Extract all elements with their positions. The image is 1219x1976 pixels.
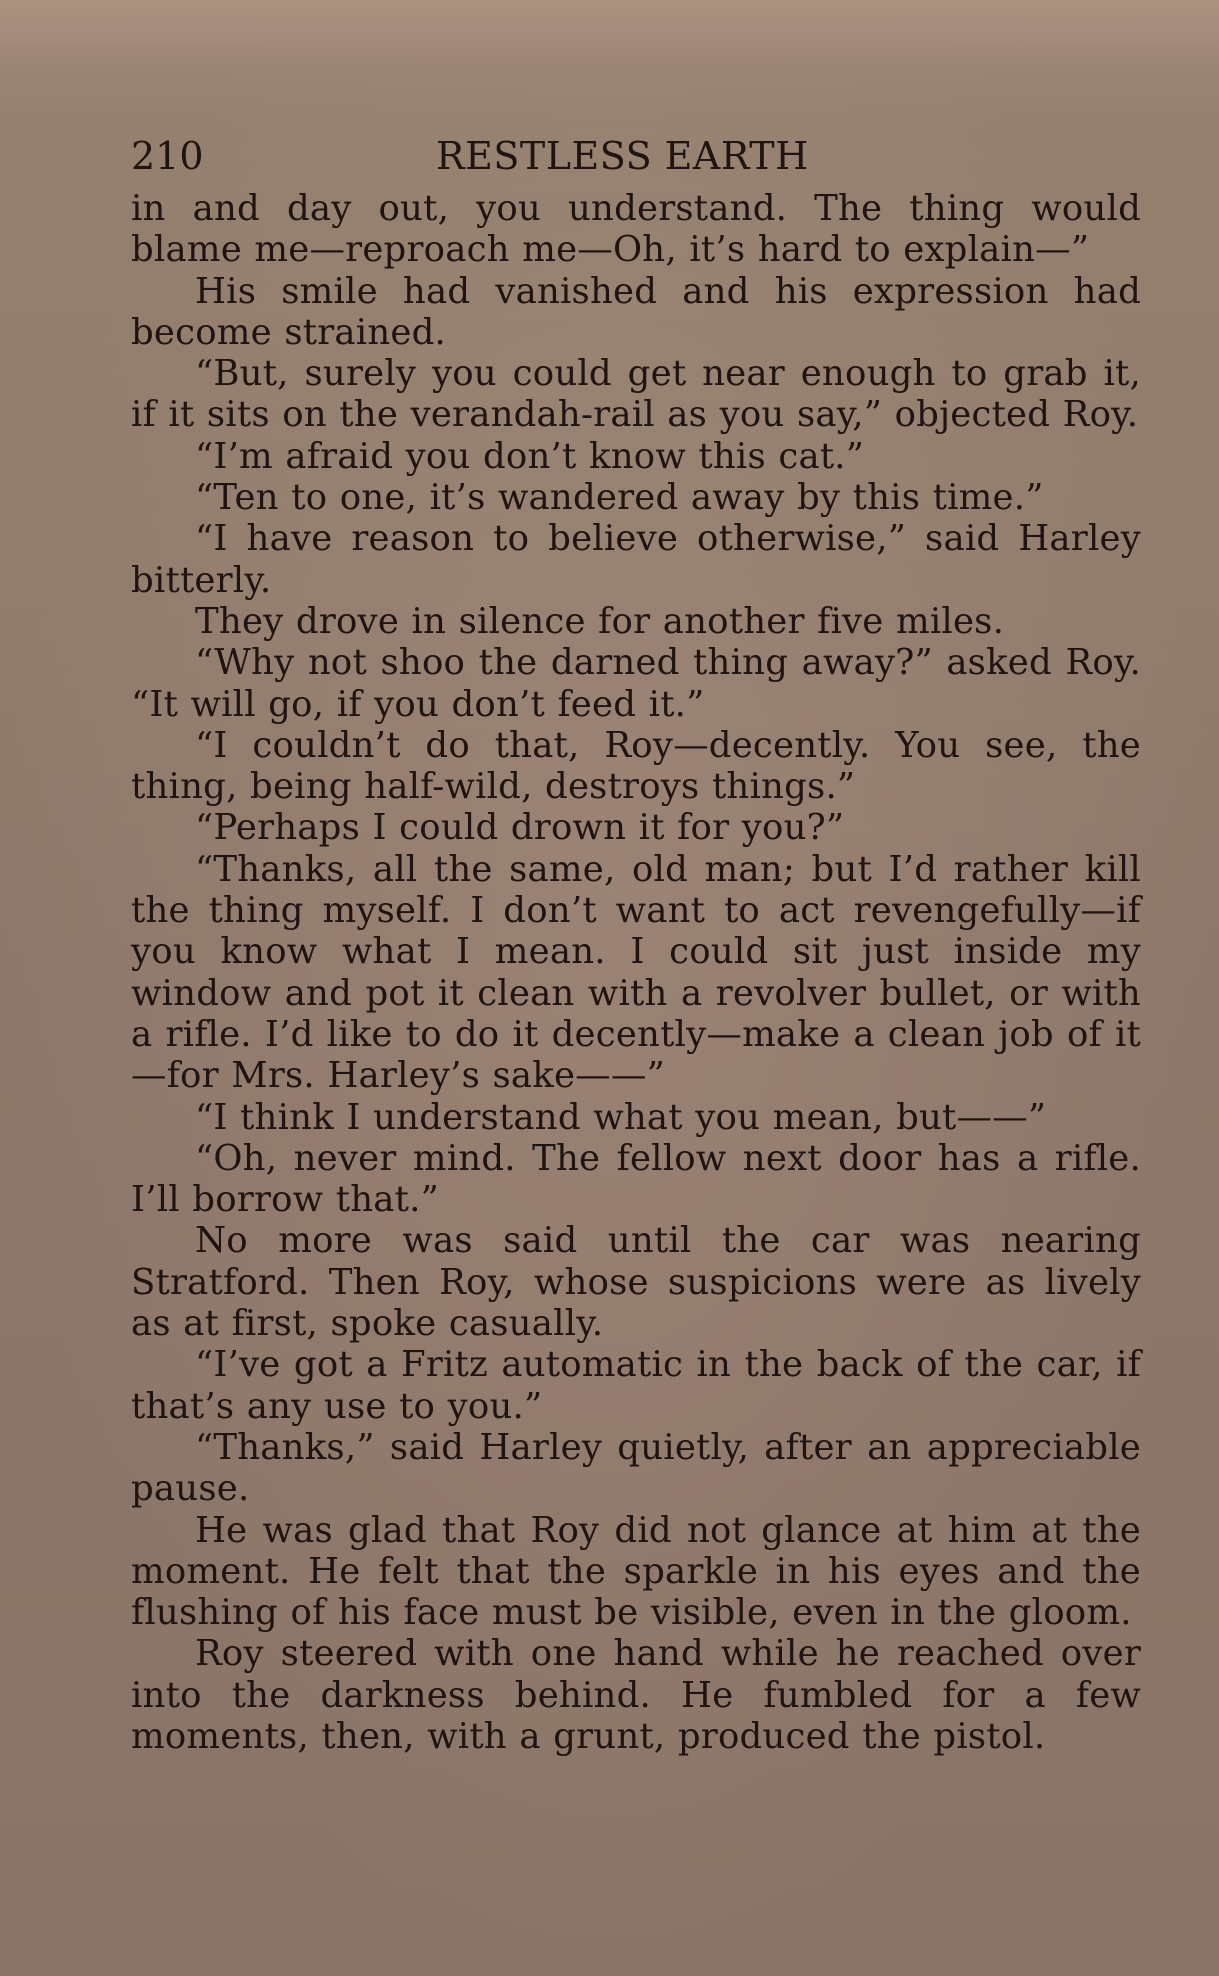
page-top-edge: [0, 0, 1219, 70]
paragraph: No more was said until the car was nearing Stratford. Then Roy, whose suspicions were as lively as at first, spoke casually.: [131, 1220, 1141, 1345]
paragraph: Roy steered with one hand while he reached over into the darkness behind. He fumbled for a few moments, then, with a grunt, produced the pistol.: [131, 1633, 1141, 1757]
book-page: [131, 128, 1141, 1757]
running-title: RESTLESS EARTH: [436, 134, 809, 178]
paragraph: “Oh, never mind. The fellow next door has a rifle. I’ll borrow that.”: [131, 1137, 1141, 1221]
paragraph: “But, surely you could get near enough to grab it, if it sits on the verandah-rail as you say,” objected Roy.: [131, 353, 1141, 436]
paragraph: “I couldn’t do that, Roy—decently. You see, the thing, being half-wild, destroys things.”: [131, 724, 1141, 808]
paragraph: His smile had vanished and his expression had become strained.: [131, 270, 1141, 353]
paragraph: “Ten to one, it’s wandered away by this time.”: [195, 477, 1044, 519]
paragraph: “Thanks, all the same, old man; but I’d rather kill the thing myself. I don’t want to act revengefully—if you know what I mean. I could sit just inside my window and pot it clean with a revolver bullet, or with a rifle. I’d like to do it decently—make a clean job of it—for Mrs. Harley’s sake——”: [131, 848, 1141, 1097]
page-number: 210: [131, 134, 204, 178]
paragraph: “I’ve got a Fritz automatic in the back of the car, if that’s any use to you.”: [131, 1344, 1141, 1427]
paragraph: “Thanks,” said Harley quietly, after an appreciable pause.: [131, 1426, 1141, 1510]
paragraph: “I have reason to believe otherwise,” said Harley bitterly.: [131, 518, 1141, 601]
body-text: [131, 188, 1141, 1757]
paragraph: in and day out, you understand. The thing would blame me—reproach me—Oh, it’s hard to explain—”: [131, 188, 1141, 271]
paragraph: They drove in silence for another five miles.: [195, 600, 1005, 642]
page-header: [131, 128, 1141, 184]
paragraph: “Perhaps I could drown it for you?”: [195, 807, 845, 849]
paragraph: “Why not shoo the darned thing away?” asked Roy. “It will go, if you don’t feed it.”: [131, 642, 1141, 725]
paragraph: He was glad that Roy did not glance at him at the moment. He felt that the sparkle in his eyes and the flushing of his face must be visible, even in the gloom.: [131, 1509, 1141, 1634]
paragraph: “I’m afraid you don’t know this cat.”: [195, 435, 865, 477]
paragraph: “I think I understand what you mean, but——”: [195, 1096, 1047, 1138]
